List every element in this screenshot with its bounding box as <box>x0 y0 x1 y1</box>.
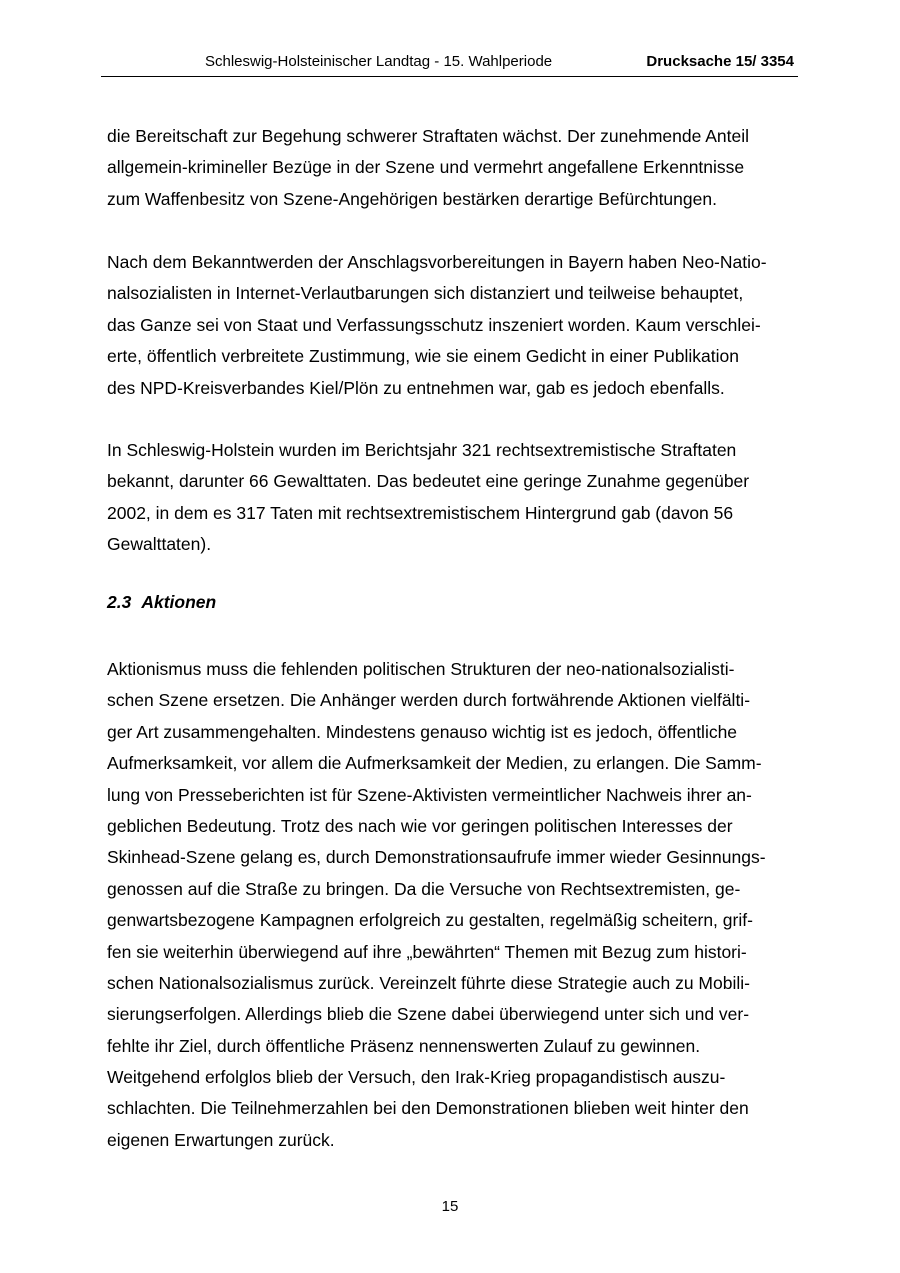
text-line: fen sie weiterhin überwiegend auf ihre „bewährten“ Themen mit Bezug zum histori- <box>107 941 747 962</box>
text-line: Aktionismus muss die fehlenden politischen Strukturen der neo-nationalsozialisti- <box>107 659 735 679</box>
text-line: Gewalttaten). <box>107 534 212 555</box>
text-line: Weitgehend erfolglos blieb der Versuch, den Irak-Krieg propagandistisch auszu- <box>107 1067 726 1088</box>
text-line: geblichen Bedeutung. Trotz des nach wie vor geringen politischen Interesses der <box>107 815 733 836</box>
text-line: eigenen Erwartungen zurück. <box>107 1129 335 1150</box>
text-line: nalsozialisten in Internet-Verlautbarungen sich distanziert und teilweise behauptet, <box>107 283 744 304</box>
text-line: das Ganze sei von Staat und Verfassungsschutz inszeniert worden. Kaum verschlei- <box>107 314 761 335</box>
page-header <box>101 50 798 77</box>
text-line: schen Szene ersetzen. Die Anhänger werden durch fortwährende Aktionen vielfälti- <box>107 690 751 711</box>
text-line: die Bereitschaft zur Begehung schwerer Straftaten wächst. Der zunehmende Anteil <box>107 126 750 146</box>
paragraph-3 <box>107 435 797 561</box>
text-line: bekannt, darunter 66 Gewalttaten. Das bedeutet eine geringe Zunahme gegenüber <box>107 471 750 492</box>
text-line: allgemein-krimineller Bezüge in der Szene und vermehrt angefallene Erkenntnisse <box>107 157 745 178</box>
text-line: genwartsbezogene Kampagnen erfolgreich zu gestalten, regelmäßig scheitern, grif- <box>107 910 753 931</box>
text-line: lung von Presseberichten ist für Szene-Aktivisten vermeintlicher Nachweis ihrer an- <box>107 784 752 805</box>
section-heading <box>107 592 216 613</box>
paragraph-4 <box>107 654 797 1156</box>
text-line: In Schleswig-Holstein wurden im Berichtsjahr 321 rechtsextremistische Straftaten <box>107 440 737 460</box>
text-line: fehlte ihr Ziel, durch öffentliche Präsenz nennenswerten Zulauf zu gewinnen. <box>107 1035 701 1056</box>
text-line: genossen auf die Straße zu bringen. Da die Versuche von Rechtsextremisten, ge- <box>107 878 741 899</box>
paragraph-2 <box>107 247 797 404</box>
text-line: des NPD-Kreisverbandes Kiel/Plön zu entnehmen war, gab es jedoch ebenfalls. <box>107 377 725 398</box>
page-number: 15 <box>441 1198 459 1215</box>
document-number: Drucksache 15/ 3354 <box>646 53 794 70</box>
text-line: Aufmerksamkeit, vor allem die Aufmerksamkeit der Medien, zu erlangen. Die Samm- <box>107 753 762 774</box>
text-line: ger Art zusammengehalten. Mindestens genauso wichtig ist es jedoch, öffentliche <box>107 721 738 742</box>
section-title: Aktionen <box>141 592 217 612</box>
text-line: Skinhead-Szene gelang es, durch Demonstrationsaufrufe immer wieder Gesinnungs- <box>107 847 766 868</box>
section-number: 2.3 <box>107 592 132 612</box>
paragraph-1 <box>107 121 797 215</box>
text-line: zum Waffenbesitz von Szene-Angehörigen bestärken derartige Befürchtungen. <box>107 188 717 209</box>
text-line: 2002, in dem es 317 Taten mit rechtsextremistischem Hintergrund gab (davon 56 <box>107 502 734 523</box>
text-line: erte, öffentlich verbreitete Zustimmung, wie sie einem Gedicht in einer Publikation <box>107 346 739 367</box>
text-line: Nach dem Bekanntwerden der Anschlagsvorbereitungen in Bayern haben Neo-Natio- <box>107 252 767 272</box>
text-line: sierungserfolgen. Allerdings blieb die Szene dabei überwiegend unter sich und ver- <box>107 1004 750 1025</box>
text-line: schen Nationalsozialismus zurück. Vereinzelt führte diese Strategie auch zu Mobili- <box>107 972 750 993</box>
text-line: schlachten. Die Teilnehmerzahlen bei den Demonstrationen blieben weit hinter den <box>107 1098 749 1119</box>
header-title: Schleswig-Holsteinischer Landtag - 15. Wahlperiode <box>205 53 553 70</box>
